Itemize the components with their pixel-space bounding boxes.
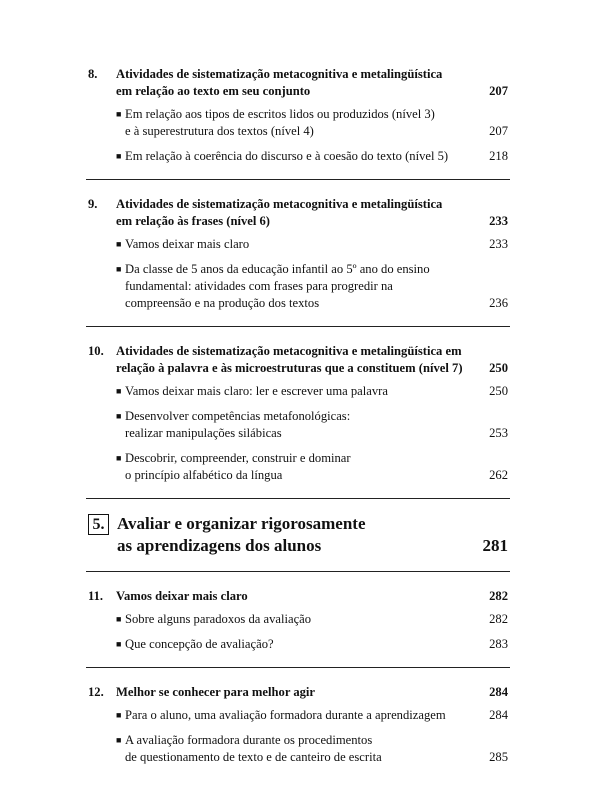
chapter-title-last-line (116, 213, 508, 230)
chapter-title-line: em relação ao texto em seu conjunto (116, 84, 311, 98)
chapter-heading (88, 588, 508, 605)
part-title (117, 513, 508, 557)
square-bullet-icon: ■ (116, 614, 122, 624)
toc-item (116, 148, 508, 165)
divider (86, 179, 510, 180)
toc-item-last-line (125, 236, 508, 253)
square-bullet-icon: ■ (116, 710, 122, 720)
divider (86, 326, 510, 327)
chapter-title (116, 66, 508, 100)
toc-item (116, 732, 508, 766)
chapter-11 (88, 588, 508, 653)
square-bullet-icon: ■ (116, 735, 122, 745)
chapter-items (116, 707, 508, 766)
part-heading (88, 513, 508, 557)
chapter-title-line: relação à palavra e às microestruturas que a constituem (nível 7) (116, 361, 463, 375)
part-page-number: 281 (482, 536, 508, 555)
chapter-title (116, 684, 508, 701)
chapter-items (116, 383, 508, 484)
chapter-number: 12. (88, 685, 104, 699)
toc-item-text (125, 148, 508, 165)
chapter-title (116, 343, 508, 377)
toc-item (116, 636, 508, 653)
toc-item-page: 233 (489, 237, 508, 251)
toc-item-line: Descobrir, compreender, construir e dominar (125, 451, 351, 465)
chapter-heading (88, 66, 508, 100)
toc-item-page: 282 (489, 612, 508, 626)
chapter-page-number: 284 (489, 685, 508, 699)
table-of-contents (88, 66, 508, 774)
square-bullet-icon: ■ (116, 109, 122, 119)
chapter-number: 11. (88, 589, 104, 603)
toc-item-text (125, 450, 508, 484)
toc-item-line: Sobre alguns paradoxos da avaliação (125, 612, 312, 626)
part-title-last-line (117, 535, 508, 557)
toc-item-text (125, 236, 508, 253)
toc-item-text (125, 106, 508, 140)
part-title-line: Avaliar e organizar rigorosamente (117, 514, 366, 533)
toc-item (116, 611, 508, 628)
chapter-heading (88, 196, 508, 230)
toc-item (116, 106, 508, 140)
square-bullet-icon: ■ (116, 151, 122, 161)
toc-item-last-line (125, 425, 508, 442)
chapter-title-line: Atividades de sistematização metacognitiva e metalingüística (116, 67, 443, 81)
toc-item-line: realizar manipulações silábicas (125, 426, 282, 440)
part-number: 5. (88, 514, 109, 535)
chapter-title-last-line (116, 360, 508, 377)
chapter-title-line: Vamos deixar mais claro (116, 589, 248, 603)
toc-item-page: 250 (489, 384, 508, 398)
chapter-title-line: Atividades de sistematização metacognitiva e metalingüística (116, 197, 443, 211)
toc-item-last-line (125, 749, 508, 766)
toc-item-text (125, 707, 508, 724)
chapter-number: 9. (88, 197, 98, 211)
toc-item-line: Que concepção de avaliação? (125, 637, 274, 651)
chapter-title-last-line (116, 684, 508, 701)
divider (86, 667, 510, 668)
square-bullet-icon: ■ (116, 453, 122, 463)
toc-item-page: 262 (489, 468, 508, 482)
toc-item-page: 236 (489, 296, 508, 310)
toc-item (116, 261, 508, 312)
toc-item-line: o princípio alfabético da língua (125, 468, 283, 482)
chapter-title-last-line (116, 588, 508, 605)
toc-item-page: 284 (489, 708, 508, 722)
square-bullet-icon: ■ (116, 386, 122, 396)
chapter-heading (88, 343, 508, 377)
chapter-page-number: 233 (489, 214, 508, 228)
toc-item-line: e à superestrutura dos textos (nível 4) (125, 124, 314, 138)
chapter-title (116, 588, 508, 605)
toc-item-text (125, 408, 508, 442)
toc-item-last-line (125, 148, 508, 165)
chapter-heading (88, 684, 508, 701)
chapter-page-number: 250 (489, 361, 508, 375)
toc-item-last-line (125, 295, 508, 312)
square-bullet-icon: ■ (116, 239, 122, 249)
toc-item (116, 408, 508, 442)
toc-item-line: fundamental: atividades com frases para progredir na (125, 279, 393, 293)
chapter-items (116, 106, 508, 165)
chapter-title-last-line (116, 83, 508, 100)
chapter-page-number: 282 (489, 589, 508, 603)
toc-item-last-line (125, 707, 508, 724)
toc-item-text (125, 261, 508, 312)
chapter-number: 10. (88, 344, 104, 358)
toc-item-page: 283 (489, 637, 508, 651)
chapter-12 (88, 684, 508, 766)
chapter-8 (88, 66, 508, 165)
toc-item-page: 285 (489, 750, 508, 764)
toc-item-line: Da classe de 5 anos da educação infantil ao 5º ano do ensino (125, 262, 430, 276)
toc-item-text (125, 611, 508, 628)
toc-item-page: 207 (489, 124, 508, 138)
toc-item-page: 218 (489, 149, 508, 163)
chapter-items (116, 236, 508, 312)
chapter-items (116, 611, 508, 653)
toc-item-line: A avaliação formadora durante os procedimentos (125, 733, 373, 747)
toc-item-line: Vamos deixar mais claro (125, 237, 250, 251)
square-bullet-icon: ■ (116, 411, 122, 421)
square-bullet-icon: ■ (116, 639, 122, 649)
toc-item (116, 707, 508, 724)
toc-item-last-line (125, 123, 508, 140)
toc-item-line: Em relação aos tipos de escritos lidos ou produzidos (nível 3) (125, 107, 435, 121)
part-title-line: as aprendizagens dos alunos (117, 536, 322, 555)
chapter-title-line: em relação às frases (nível 6) (116, 214, 270, 228)
toc-item (116, 383, 508, 400)
toc-item-line: Em relação à coerência do discurso e à coesão do texto (nível 5) (125, 149, 449, 163)
chapter-10 (88, 343, 508, 484)
divider (86, 571, 510, 572)
toc-item-line: Desenvolver competências metafonológicas: (125, 409, 351, 423)
toc-item-last-line (125, 611, 508, 628)
toc-item-last-line (125, 383, 508, 400)
toc-item-text (125, 383, 508, 400)
chapter-page-number: 207 (489, 84, 508, 98)
divider (86, 498, 510, 499)
toc-item-line: de questionamento de texto e de canteiro de escrita (125, 750, 382, 764)
chapter-title (116, 196, 508, 230)
chapter-title-line: Atividades de sistematização metacognitiva e metalingüística em (116, 344, 462, 358)
toc-item-line: Vamos deixar mais claro: ler e escrever uma palavra (125, 384, 388, 398)
toc-item-line: Para o aluno, uma avaliação formadora durante a aprendizagem (125, 708, 446, 722)
square-bullet-icon: ■ (116, 264, 122, 274)
toc-item (116, 450, 508, 484)
chapter-number: 8. (88, 67, 98, 81)
toc-item-line: compreensão e na produção dos textos (125, 296, 320, 310)
chapter-9 (88, 196, 508, 312)
toc-item-text (125, 636, 508, 653)
toc-item-last-line (125, 467, 508, 484)
toc-item (116, 236, 508, 253)
toc-item-text (125, 732, 508, 766)
toc-item-page: 253 (489, 426, 508, 440)
toc-item-last-line (125, 636, 508, 653)
chapter-title-line: Melhor se conhecer para melhor agir (116, 685, 316, 699)
